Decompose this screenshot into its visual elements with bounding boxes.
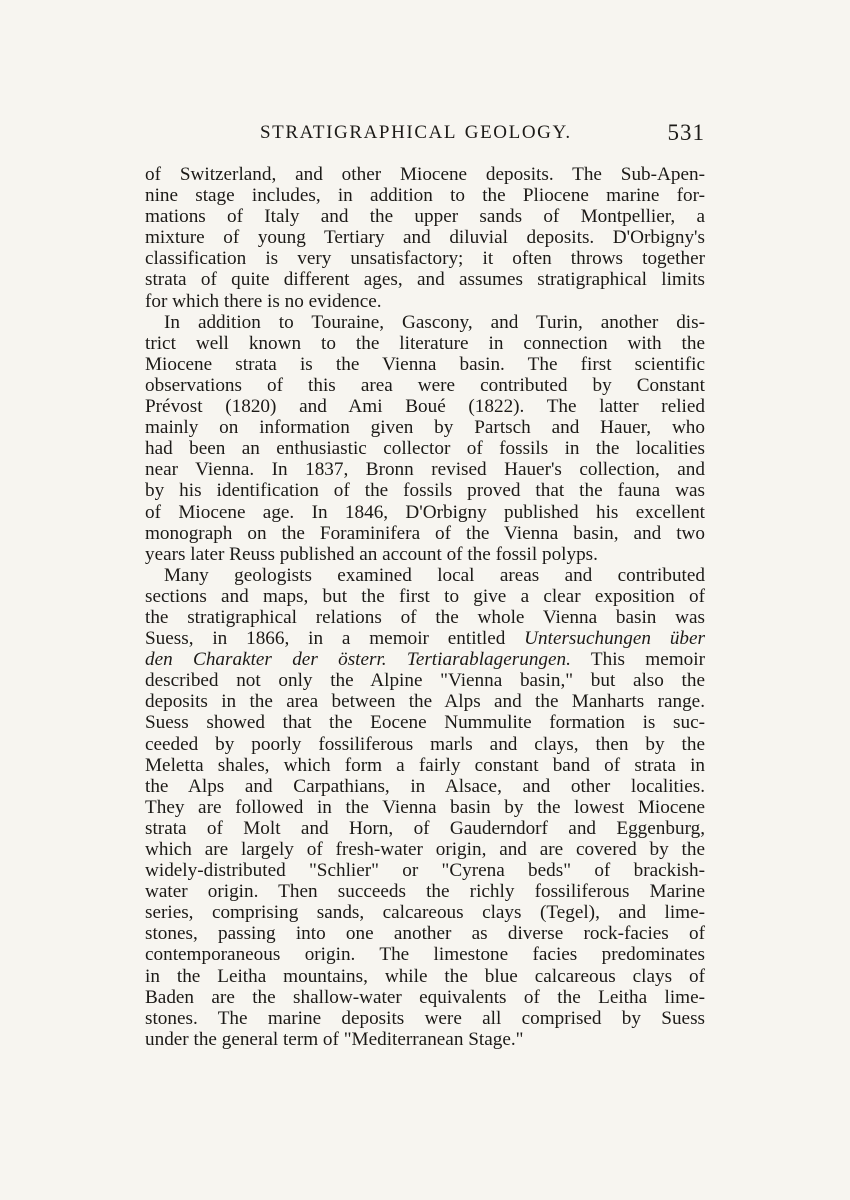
page-number: 531 <box>667 120 705 145</box>
text-line <box>145 987 705 1008</box>
text-line <box>145 565 705 586</box>
text-line <box>145 1029 705 1050</box>
body-text <box>145 164 705 1050</box>
text-line <box>145 523 705 544</box>
line-text: widely-distributed "Schlier" or "Cyrena beds" of brackish- <box>145 860 705 882</box>
text-line <box>145 691 705 712</box>
text-line <box>145 480 705 501</box>
text-line <box>145 544 705 565</box>
line-text: water origin. Then succeeds the richly fossiliferous Marine <box>145 881 705 903</box>
text-line <box>145 923 705 944</box>
text-line <box>145 649 705 670</box>
text-line <box>145 881 705 902</box>
text-line <box>145 291 705 312</box>
line-text: Many geologists examined local areas and contributed <box>164 564 705 586</box>
text-line <box>145 354 705 375</box>
text-line <box>145 607 705 628</box>
line-text: nine stage includes, in addition to the Pliocene marine for- <box>145 185 705 207</box>
text-line <box>145 375 705 396</box>
text-line <box>145 712 705 733</box>
line-text: Baden are the shallow-water equivalents of the Leitha lime- <box>145 986 705 1008</box>
line-text: Prévost (1820) and Ami Boué (1822). The latter relied <box>145 396 705 418</box>
text-line <box>145 586 705 607</box>
line-text: for which there is no evidence. <box>145 290 382 312</box>
text-line <box>145 966 705 987</box>
line-text: under the general term of "Mediterranean Stage." <box>145 1028 524 1050</box>
line-text: mations of Italy and the upper sands of Montpellier, a <box>145 206 705 228</box>
text-line <box>145 902 705 923</box>
line-text: observations of this area were contributed by Constant <box>145 374 705 396</box>
line-text: had been an enthusiastic collector of fossils in the localities <box>145 438 705 460</box>
italic-title: Untersuchungen über <box>524 628 705 650</box>
line-text: monograph on the Foraminifera of the Vienna basin, and two <box>145 522 705 544</box>
text-line <box>145 185 705 206</box>
line-text: described not only the Alpine "Vienna basin," but also the <box>145 670 705 692</box>
line-text: near Vienna. In 1837, Bronn revised Hauer's collection, and <box>145 459 705 481</box>
line-text: deposits in the area between the Alps and the Manharts range. <box>145 691 705 713</box>
text-line <box>145 333 705 354</box>
text-line <box>145 417 705 438</box>
line-text: Suess, in 1866, in a memoir entitled <box>145 628 506 650</box>
text-line <box>145 502 705 523</box>
running-head <box>145 120 705 154</box>
text-line <box>145 438 705 459</box>
text-line <box>145 818 705 839</box>
line-text: mainly on information given by Partsch and Hauer, who <box>145 417 705 439</box>
text-line <box>145 248 705 269</box>
line-text: ceeded by poorly fossiliferous marls and clays, then by the <box>145 733 705 755</box>
running-title: STRATIGRAPHICAL GEOLOGY. <box>260 122 572 143</box>
line-text: Meletta shales, which form a fairly constant band of strata in <box>145 754 705 776</box>
line-text: years later Reuss published an account of the fossil polyps. <box>145 543 598 565</box>
line-text: stones, passing into one another as diverse rock-facies of <box>145 923 705 945</box>
text-line <box>145 797 705 818</box>
text-line <box>145 459 705 480</box>
text-line <box>145 164 705 185</box>
line-text: contemporaneous origin. The limestone facies predominates <box>145 944 705 966</box>
line-text: series, comprising sands, calcareous clays (Tegel), and lime- <box>145 902 705 924</box>
line-text: strata of quite different ages, and assumes stratigraphical limits <box>145 269 705 291</box>
line-text: classification is very unsatisfactory; it often throws together <box>145 248 705 270</box>
line-text: In addition to Touraine, Gascony, and Turin, another dis- <box>164 311 705 333</box>
italic-title: den Charakter der österr. Tertiarablagerungen. <box>145 649 571 671</box>
line-text: of Miocene age. In 1846, D'Orbigny published his excellent <box>145 501 705 523</box>
line-text: Miocene strata is the Vienna basin. The first scientific <box>145 353 705 375</box>
text-line <box>145 396 705 417</box>
line-text: trict well known to the literature in connection with the <box>145 332 705 354</box>
text-line <box>145 776 705 797</box>
text-line <box>145 312 705 333</box>
text-line <box>145 944 705 965</box>
text-line <box>145 755 705 776</box>
text-line <box>145 227 705 248</box>
line-text: stones. The marine deposits were all comprised by Suess <box>145 1007 705 1029</box>
line-text: by his identification of the fossils proved that the fauna was <box>145 480 705 502</box>
text-line <box>145 206 705 227</box>
line-text: They are followed in the Vienna basin by the lowest Miocene <box>145 796 705 818</box>
text-line <box>145 670 705 691</box>
line-text: the stratigraphical relations of the whole Vienna basin was <box>145 606 705 628</box>
text-line <box>145 839 705 860</box>
text-line <box>145 269 705 290</box>
line-text: This memoir <box>570 649 705 671</box>
text-line <box>145 1008 705 1029</box>
line-text: strata of Molt and Horn, of Gauderndorf and Eggenburg, <box>145 817 705 839</box>
line-text: which are largely of fresh-water origin, and are covered by the <box>145 839 705 860</box>
line-text: mixture of young Tertiary and diluvial deposits. D'Orbigny's <box>145 227 705 249</box>
line-text: of Switzerland, and other Miocene deposits. The Sub-Apen- <box>145 164 705 185</box>
line-text: the Alps and Carpathians, in Alsace, and other localities. <box>145 775 705 797</box>
line-text: Suess showed that the Eocene Nummulite formation is suc- <box>145 712 705 734</box>
line-text: in the Leitha mountains, while the blue calcareous clays of <box>145 965 705 987</box>
text-line <box>145 628 705 649</box>
line-text: sections and maps, but the first to give a clear exposition of <box>145 585 705 607</box>
text-line <box>145 734 705 755</box>
text-line <box>145 860 705 881</box>
